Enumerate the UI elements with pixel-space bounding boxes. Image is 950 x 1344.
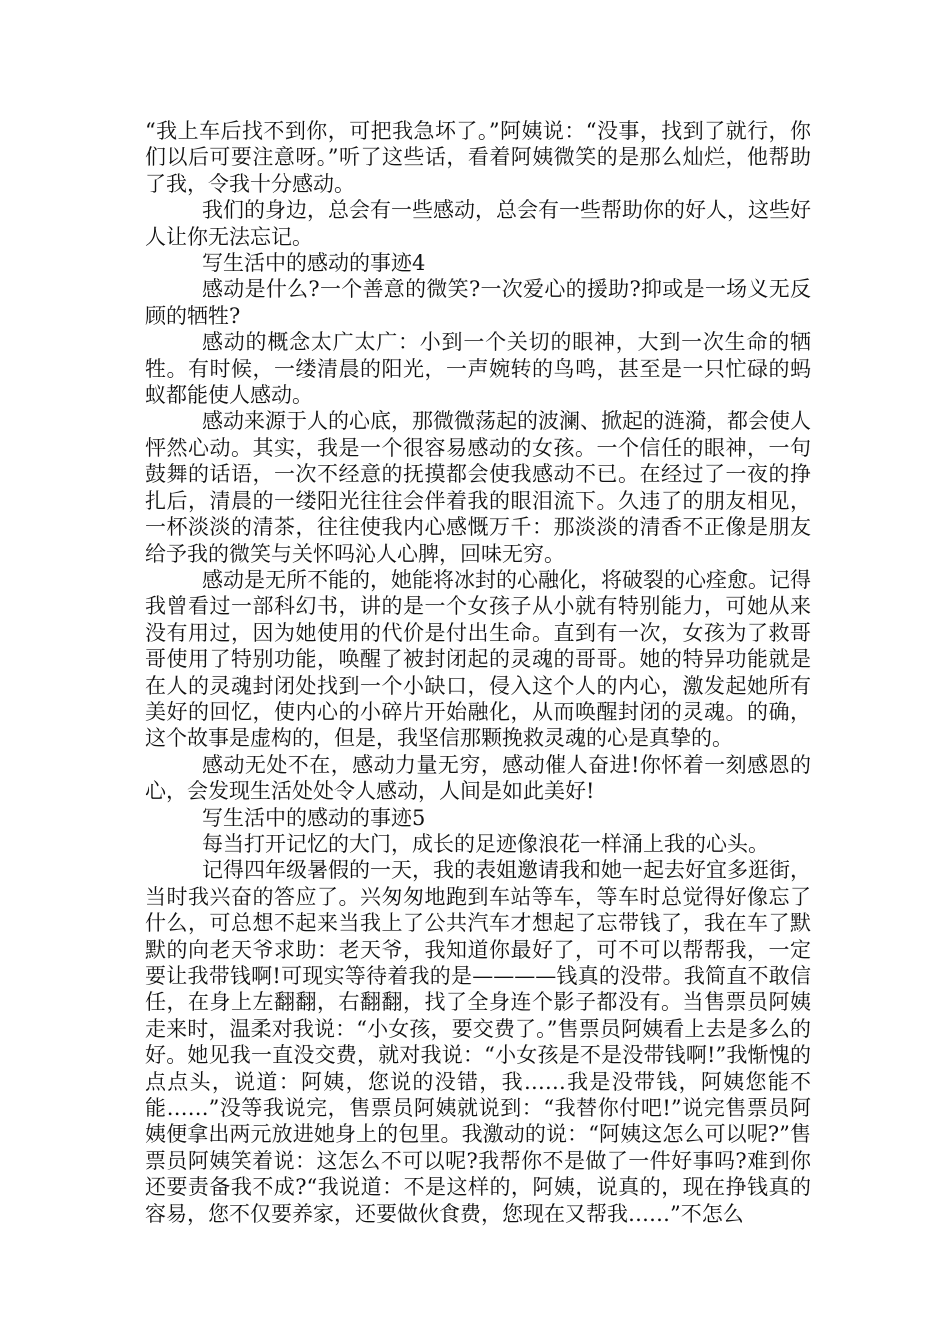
paragraph: 每当打开记忆的大门，成长的足迹像浪花一样涌上我的心头。 — [202, 831, 769, 856]
document-body — [145, 118, 811, 1227]
section-heading: 写生活中的感动的事迹4 — [202, 251, 426, 276]
paragraph: 感动无处不在，感动力量无穷，感动催人奋进!你怀着一刻感恩的心，会发现生活处处令人感动，人间是如此美好! — [145, 752, 811, 804]
paragraph: 感动是什么?一个善意的微笑?一次爱心的援助?抑或是一场义无反顾的牺牲? — [145, 277, 811, 328]
paragraph: 感动是无所不能的，她能将冰封的心融化，将破裂的心痊愈。记得我曾看过一部科幻书，讲的是一个女孩子从小就有特别能力，可她从来没有用过，因为她使用的代价是付出生命。直到有一次，女孩为了救哥哥使用了特别功能，唤醒了被封闭起的灵魂的哥哥。她的特异功能就是在人的灵魂封闭处找到一个小缺口，侵入这个人的内心，激发起她所有美好的回忆，使内心的小碎片开始融化，从而唤醒封闭的灵魂。的确，这个故事是虚构的，但是，我坚信那颗挽救灵魂的心是真挚的。 — [145, 567, 811, 751]
paragraph: 感动来源于人的心底，那微微荡起的波澜、掀起的涟漪，都会使人怦然心动。其实，我是一个很容易感动的女孩。一个信任的眼神，一句鼓舞的话语，一次不经意的抚摸都会使我感动不已。在经过了一夜的挣扎后，清晨的一缕阳光往往会伴着我的眼泪流下。久违了的朋友相见，一杯淡淡的清茶，往往使我内心感慨万千：那淡淡的清香不正像是朋友给予我的微笑与关怀吗沁人心脾，回味无穷。 — [145, 409, 811, 566]
paragraph: 我们的身边，总会有一些感动，总会有一些帮助你的好人，这些好人让你无法忘记。 — [145, 198, 811, 249]
section-heading: 写生活中的感动的事迹5 — [202, 805, 426, 830]
paragraph: 感动的概念太广太广：小到一个关切的眼神，大到一次生命的牺牲。有时候，一缕清晨的阳光，一声婉转的鸟鸣，甚至是一只忙碌的蚂蚁都能使人感动。 — [145, 330, 811, 408]
paragraph: “我上车后找不到你，可把我急坏了。”阿姨说：“没事，找到了就行，你们以后可要注意呀。”听了这些话，看着阿姨微笑的是那么灿烂，他帮助了我，令我十分感动。 — [145, 119, 811, 196]
paragraph: 记得四年级暑假的一天，我的表姐邀请我和她一起去好宜多逛街，当时我兴奋的答应了。兴匆匆地跑到车站等车，等车时总觉得好像忘了什么，可总想不起来当我上了公共汽车才想起了忘带钱了，我在车了默默的向老天爷求助：老天爷，我知道你最好了，可不可以帮帮我，一定要让我带钱啊!可现实等待着我的是————钱真的没带。我简直不敢信任，在身上左翻翻，右翻翻，找了全身连个影子都没有。当售票员阿姨走来时，温柔对我说：“小女孩，要交费了。”售票员阿姨看上去是多么的好。她见我一直没交费，就对我说：“小女孩是不是没带钱啊!”我惭愧的点点头，说道：阿姨，您说的没错，我……我是没带钱，阿姨您能不能……”没等我说完，售票员阿姨就说到：“我替你付吧!”说完售票员阿姨便拿出两元放进她身上的包里。我激动的说：“阿姨这怎么可以呢?”售票员阿姨笑着说：这怎么不可以呢?我帮你不是做了一件好事吗?难到你还要责备我不成?“我说道：不是这样的，阿姨，说真的，现在挣钱真的容易，您不仅要养家，还要做伙食费，您现在又帮我……”不怎么 — [145, 858, 811, 1226]
